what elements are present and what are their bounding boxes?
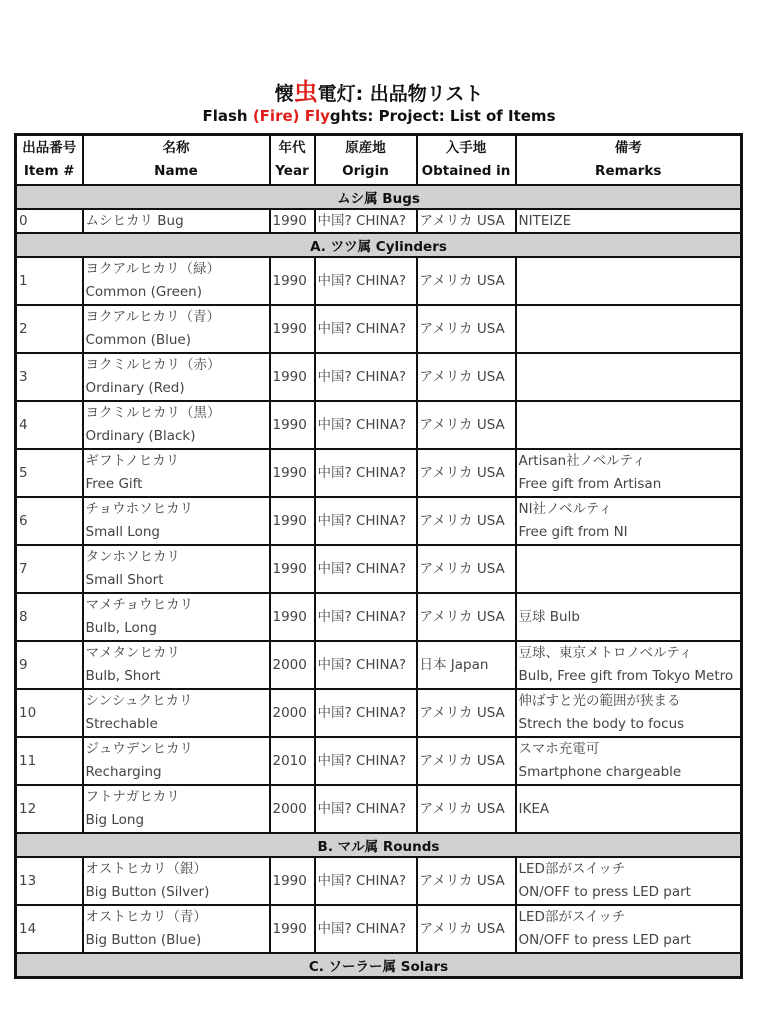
remarks-cell [516,737,742,785]
year-year: 1990 [272,213,307,229]
remarks-cell [516,905,742,953]
remarks-remarks-jp: スマホ充電可 [518,741,600,757]
name-name-jp: フトナガヒカリ [85,789,180,805]
name-name-en: Common (Blue) [85,332,192,348]
origin-origin: 中国? CHINA? [317,920,407,937]
obtained-cell [417,641,516,689]
remarks-cell [516,497,742,545]
document-subtitle: Flash (Fire) Flyghts: Project: List of Items [202,107,556,125]
name-name-jp: チョウホソヒカリ [85,501,194,517]
name-name-en: Big Button (Blue) [85,932,202,948]
item-no-no: 13 [19,872,37,889]
remarks-cell [516,785,742,833]
group-row [16,185,742,209]
obtained-cell [417,905,516,953]
name-name-jp: ギフトノヒカリ [85,453,180,469]
table-row [16,689,742,737]
year-year: 2010 [272,752,307,769]
origin-cell [315,257,417,305]
name-cell [83,545,270,593]
obtained-obtained: アメリカ USA [419,752,505,769]
name-cell [83,641,270,689]
remarks-remarks-jp: Artisan社ノベルティ [518,453,646,469]
remarks-cell [516,545,742,593]
remarks-remarks-jp: 豆球 Bulb [518,608,580,625]
year-year: 1990 [272,272,307,289]
item-no-cell [16,905,83,953]
name-name-jp: タンホソヒカリ [85,549,180,565]
remarks-remarks-en: Free gift from Artisan [518,476,662,492]
year-cell [270,785,315,833]
origin-origin: 中国? CHINA? [317,213,407,229]
item-no-no: 2 [19,320,28,337]
name-name-jp: オストヒカリ（銀） [85,861,207,877]
name-name-jp: ジュウデンヒカリ [85,741,193,757]
name-cell [83,305,270,353]
title-highlight: 虫 [293,78,318,106]
obtained-cell [417,857,516,905]
remarks-remarks-en: Free gift from NI [518,524,628,540]
table-row [16,449,742,497]
name-cell [83,857,270,905]
obtained-cell [417,737,516,785]
year-cell [270,905,315,953]
table-row [16,305,742,353]
obtained-cell [417,305,516,353]
origin-origin: 中国? CHINA? [317,272,407,289]
origin-origin: 中国? CHINA? [317,368,407,385]
obtained-cell [417,353,516,401]
name-cell [83,497,270,545]
year-year: 1990 [272,320,307,337]
table-row [16,857,742,905]
origin-cell [315,401,417,449]
remarks-remarks-jp: NITEIZE [518,213,572,229]
year-year: 1990 [272,920,307,937]
obtained-cell [417,497,516,545]
origin-origin: 中国? CHINA? [317,560,407,577]
year-cell [270,737,315,785]
year-year: 2000 [272,800,307,817]
table-row [16,785,742,833]
obtained-cell [417,689,516,737]
remarks-remarks-en: Smartphone chargeable [518,764,682,780]
obtained-cell [417,209,516,233]
name-name-en: Strechable [85,716,158,732]
obtained-obtained: アメリカ USA [419,560,505,577]
remarks-cell [516,857,742,905]
remarks-remarks-jp: NI社ノベルティ [518,501,612,517]
table-row [16,209,742,233]
header-item-no: 出品番号 Item # [16,135,83,186]
table-row [16,497,742,545]
header-row [16,135,742,186]
remarks-remarks-jp: LED部がスイッチ [518,861,626,877]
name-cell [83,353,270,401]
header-remarks: 備考 Remarks [516,135,742,186]
origin-origin: 中国? CHINA? [317,608,407,625]
remarks-remarks-jp: 伸ばすと光の範囲が狭まる [518,693,681,709]
obtained-cell [417,401,516,449]
name-name-jp: ヨクアルヒカリ（青） [85,309,220,325]
item-no-cell [16,401,83,449]
year-year: 1990 [272,560,307,577]
remarks-cell [516,689,742,737]
remarks-remarks-jp: LED部がスイッチ [518,909,626,925]
name-cell [83,257,270,305]
obtained-obtained: アメリカ USA [419,464,505,481]
header-origin: 原産地 Origin [315,135,417,186]
obtained-obtained: アメリカ USA [419,416,505,433]
name-name-en: Bulb, Short [85,668,161,684]
year-cell [270,401,315,449]
name-name-en: Big Button (Silver) [85,884,210,900]
name-name-en: Small Long [85,524,160,540]
item-no-cell [16,209,83,233]
year-cell [270,257,315,305]
origin-origin: 中国? CHINA? [317,656,407,673]
origin-cell [315,593,417,641]
obtained-obtained: アメリカ USA [419,608,505,625]
origin-origin: 中国? CHINA? [317,320,407,337]
obtained-obtained: アメリカ USA [419,320,505,337]
name-cell [83,209,270,233]
remarks-cell [516,641,742,689]
header-name: 名称 Name [83,135,270,186]
year-year: 1990 [272,872,307,889]
origin-origin: 中国? CHINA? [317,464,407,481]
origin-cell [315,449,417,497]
obtained-cell [417,449,516,497]
item-no-cell [16,305,83,353]
item-no-cell [16,689,83,737]
table-row [16,641,742,689]
item-no-no: 6 [19,512,28,529]
origin-cell [315,353,417,401]
item-no-no: 14 [19,920,37,937]
origin-cell [315,857,417,905]
item-no-cell [16,497,83,545]
item-no-cell [16,737,83,785]
year-cell [270,641,315,689]
name-name-en: Big Long [85,812,145,828]
table-row [16,545,742,593]
name-name-jp: シンシュクヒカリ [85,693,193,709]
item-no-cell [16,449,83,497]
name-cell [83,737,270,785]
name-name-jp: ヨクミルヒカリ（黒） [85,405,221,421]
remarks-remarks-en: Strech the body to focus [518,716,685,732]
year-year: 1990 [272,464,307,481]
remarks-cell [516,209,742,233]
year-year: 1990 [272,512,307,529]
item-no-cell [16,257,83,305]
group-row [16,833,742,857]
group-row [16,953,742,978]
origin-origin: 中国? CHINA? [317,704,407,721]
table-row [16,353,742,401]
name-cell [83,905,270,953]
remarks-cell [516,593,742,641]
name-cell [83,401,270,449]
remarks-remarks-jp: 豆球、東京メトロノベルティ [518,645,693,661]
name-name-en: Common (Green) [85,284,203,300]
year-cell [270,689,315,737]
remarks-cell [516,401,742,449]
origin-cell [315,785,417,833]
origin-origin: 中国? CHINA? [317,800,407,817]
header-year: 年代 Year [270,135,315,186]
obtained-obtained: アメリカ USA [419,368,505,385]
table-row [16,905,742,953]
origin-cell [315,737,417,785]
item-no-cell [16,353,83,401]
item-no-cell [16,641,83,689]
name-cell [83,785,270,833]
remarks-cell [516,257,742,305]
items-table [14,133,743,979]
origin-origin: 中国? CHINA? [317,512,407,529]
year-cell [270,449,315,497]
remarks-remarks-en: Bulb, Free gift from Tokyo Metro [518,668,734,684]
item-no-no: 9 [19,656,28,673]
item-no-no: 3 [19,368,28,385]
remarks-cell [516,449,742,497]
name-name-jp: マメチョウヒカリ [85,597,194,613]
obtained-cell [417,257,516,305]
name-name-jp: オストヒカリ（青） [85,909,207,925]
origin-cell [315,545,417,593]
origin-cell [315,497,417,545]
obtained-obtained: アメリカ USA [419,872,505,889]
year-cell [270,545,315,593]
obtained-cell [417,545,516,593]
item-no-no: 4 [19,416,28,433]
remarks-cell [516,305,742,353]
name-name-en: Bulb, Long [85,620,157,636]
item-no-no: 0 [19,213,28,229]
name-name-en: Small Short [85,572,164,588]
header-obtained: 入手地 Obtained in [417,135,516,186]
name-name-jp: ヨクアルヒカリ（緑） [85,261,220,277]
name-name-en: Ordinary (Red) [85,380,185,396]
origin-origin: 中国? CHINA? [317,872,407,889]
year-year: 1990 [272,368,307,385]
origin-origin: 中国? CHINA? [317,752,407,769]
item-no-cell [16,545,83,593]
obtained-cell [417,593,516,641]
name-name-en: Free Gift [85,476,143,492]
document-title: 懐虫電灯: 出品物リスト [274,78,484,106]
year-cell [270,497,315,545]
item-no-no: 5 [19,464,28,481]
table-row [16,593,742,641]
name-name-jp: マメタンヒカリ [85,645,180,661]
item-no-no: 10 [19,704,37,721]
year-year: 2000 [272,704,307,721]
item-no-no: 1 [19,272,28,289]
obtained-obtained: 日本 Japan [419,656,489,673]
remarks-remarks-en: ON/OFF to press LED part [518,932,691,948]
obtained-obtained: アメリカ USA [419,704,505,721]
year-cell [270,593,315,641]
origin-cell [315,689,417,737]
item-no-no: 12 [19,800,37,817]
item-no-cell [16,593,83,641]
name-cell [83,689,270,737]
group-label: ムシ属 Bugs [16,185,742,209]
name-name-jp: ムシヒカリ Bug [85,213,184,229]
item-no-cell [16,785,83,833]
item-no-cell [16,857,83,905]
year-cell [270,353,315,401]
year-cell [270,209,315,233]
item-no-no: 8 [19,608,28,625]
obtained-cell [417,785,516,833]
group-label: A. ツツ属 Cylinders [16,233,742,257]
obtained-obtained: アメリカ USA [419,272,505,289]
name-cell [83,449,270,497]
year-cell [270,305,315,353]
remarks-remarks-jp: IKEA [518,800,550,817]
item-no-no: 7 [19,560,28,577]
obtained-obtained: アメリカ USA [419,512,505,529]
name-name-en: Recharging [85,764,162,780]
origin-cell [315,905,417,953]
name-name-jp: ヨクミルヒカリ（赤） [85,357,221,373]
group-label: C. ソーラー属 Solars [16,953,742,978]
obtained-obtained: アメリカ USA [419,920,505,937]
table-row [16,257,742,305]
origin-cell [315,209,417,233]
group-row [16,233,742,257]
year-year: 1990 [272,608,307,625]
year-year: 2000 [272,656,307,673]
origin-origin: 中国? CHINA? [317,416,407,433]
origin-cell [315,305,417,353]
origin-cell [315,641,417,689]
table-row [16,737,742,785]
year-year: 1990 [272,416,307,433]
item-no-no: 11 [19,752,37,769]
obtained-obtained: アメリカ USA [419,800,505,817]
group-label: B. マル属 Rounds [16,833,742,857]
year-cell [270,857,315,905]
remarks-cell [516,353,742,401]
table-row [16,401,742,449]
name-name-en: Ordinary (Black) [85,428,196,444]
remarks-remarks-en: ON/OFF to press LED part [518,884,691,900]
obtained-obtained: アメリカ USA [419,213,505,229]
name-cell [83,593,270,641]
